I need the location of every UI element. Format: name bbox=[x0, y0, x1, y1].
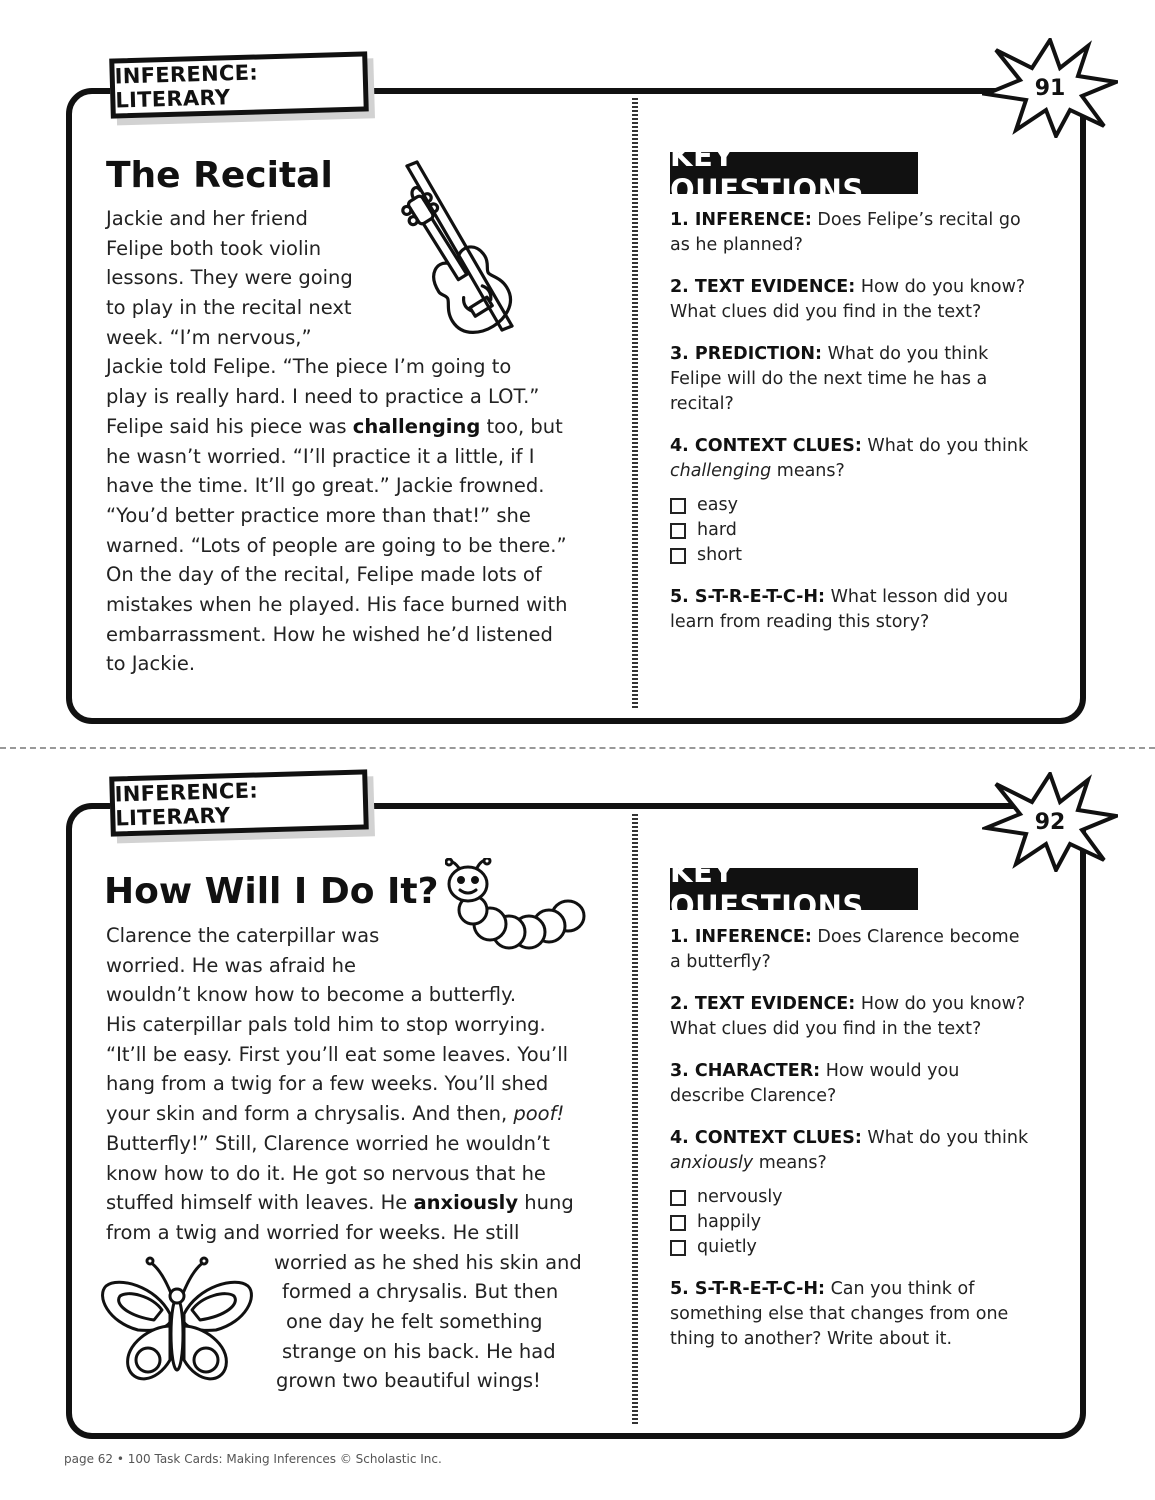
story-line: have the time. It’ll go great.” Jackie frowned. bbox=[106, 474, 545, 498]
option-label: quietly bbox=[697, 1237, 757, 1257]
question-text: Felipe will do the next time he has a bbox=[670, 369, 988, 389]
question-text: Does Felipe’s recital go bbox=[811, 210, 1021, 230]
question-text: means? bbox=[771, 461, 845, 481]
story-line: lessons. They were going bbox=[106, 266, 353, 290]
checkbox[interactable] bbox=[670, 523, 686, 539]
story-line: warned. “Lots of people are going to be there.” bbox=[106, 533, 567, 557]
story-line: His caterpillar pals told him to stop worrying. bbox=[106, 1013, 546, 1037]
question-3 bbox=[670, 342, 1070, 417]
story-line bbox=[106, 1188, 582, 1218]
answer-option[interactable] bbox=[670, 1235, 1070, 1260]
question-text: What clues did you find in the text? bbox=[670, 302, 982, 322]
question-text: How do you know? bbox=[855, 994, 1026, 1014]
vocab-word: anxiously bbox=[670, 1153, 754, 1173]
story-line: Felipe both took violin bbox=[106, 236, 322, 260]
question-label: 4. CONTEXT CLUES: bbox=[670, 1128, 862, 1148]
story-line: “You’d better practice more than that!” she bbox=[106, 503, 531, 527]
option-label: happily bbox=[697, 1212, 762, 1232]
question-text: What clues did you find in the text? bbox=[670, 1019, 982, 1039]
story-line: to play in the recital next bbox=[106, 296, 352, 320]
story-line: strange on his back. He had bbox=[282, 1339, 556, 1363]
question-label: 1. INFERENCE: bbox=[670, 927, 812, 947]
key-questions-header: KEY QUESTIONS bbox=[670, 152, 918, 194]
story-line: hang from a twig for a few weeks. You’ll shed bbox=[106, 1072, 549, 1096]
column-divider bbox=[632, 814, 638, 1426]
question-text: a butterfly? bbox=[670, 952, 771, 972]
question-text: What do you think bbox=[861, 436, 1029, 456]
story-text bbox=[106, 921, 582, 1396]
story-text bbox=[106, 204, 567, 679]
story-line: Jackie told Felipe. “The piece I’m going to bbox=[106, 355, 512, 379]
story-line: formed a chrysalis. But then bbox=[282, 1280, 559, 1304]
story-line: one day he felt something bbox=[286, 1309, 543, 1333]
question-2 bbox=[670, 992, 1070, 1042]
question-label: 5. S-T-R-E-T-C-H: bbox=[670, 1279, 826, 1299]
story-line: embarrassment. How he wished he’d listened bbox=[106, 622, 553, 646]
question-4 bbox=[670, 434, 1070, 568]
emphasis-word: poof! bbox=[513, 1102, 565, 1126]
option-label: nervously bbox=[697, 1187, 783, 1207]
category-tag: INFERENCE: LITERARY bbox=[109, 51, 369, 118]
card-number: 92 bbox=[1034, 809, 1066, 835]
column-divider bbox=[632, 98, 638, 710]
page-footer: page 62 • 100 Task Cards: Making Inferences © Scholastic Inc. bbox=[64, 1452, 442, 1466]
question-text: What do you think bbox=[822, 344, 989, 364]
question-label: 5. S-T-R-E-T-C-H: bbox=[670, 587, 826, 607]
question-5 bbox=[670, 1277, 1070, 1352]
story-title: How Will I Do It? bbox=[104, 871, 439, 912]
story-line: Jackie and her friend bbox=[106, 207, 308, 230]
option-label: easy bbox=[697, 495, 738, 515]
answer-option[interactable] bbox=[670, 518, 1070, 543]
question-label: 3. PREDICTION: bbox=[670, 344, 823, 364]
card-number: 91 bbox=[1034, 75, 1066, 101]
checkbox[interactable] bbox=[670, 1190, 686, 1206]
question-label: 3. CHARACTER: bbox=[670, 1061, 821, 1081]
card-number-burst bbox=[982, 38, 1118, 138]
question-text: means? bbox=[753, 1153, 827, 1173]
story-text-run: Felipe said his piece was bbox=[106, 414, 353, 438]
question-label: 2. TEXT EVIDENCE: bbox=[670, 277, 856, 297]
story-line: wouldn’t know how to become a butterfly. bbox=[106, 983, 517, 1007]
checkbox[interactable] bbox=[670, 1240, 686, 1256]
question-1 bbox=[670, 925, 1070, 975]
story-line: from a twig and worried for weeks. He still bbox=[106, 1220, 520, 1244]
story-line: On the day of the recital, Felipe made lots of bbox=[106, 563, 542, 587]
story-title: The Recital bbox=[106, 155, 333, 196]
question-text: What lesson did you bbox=[825, 587, 1009, 607]
question-4 bbox=[670, 1126, 1070, 1260]
answer-option[interactable] bbox=[670, 1185, 1070, 1210]
story-line: “It’ll be easy. First you’ll eat some leaves. You’ll bbox=[106, 1042, 569, 1066]
story-line: Butterfly!” Still, Clarence worried he wouldn’t bbox=[106, 1131, 550, 1155]
question-text: What do you think bbox=[861, 1128, 1029, 1148]
question-text: describe Clarence? bbox=[670, 1086, 837, 1106]
question-3 bbox=[670, 1059, 1070, 1109]
question-label: 2. TEXT EVIDENCE: bbox=[670, 994, 856, 1014]
checkbox[interactable] bbox=[670, 548, 686, 564]
question-text: learn from reading this story? bbox=[670, 612, 930, 632]
answer-option[interactable] bbox=[670, 493, 1070, 518]
card-number-burst bbox=[982, 772, 1118, 872]
question-text: Can you think of bbox=[825, 1279, 975, 1299]
answer-option[interactable] bbox=[670, 543, 1070, 568]
story-line bbox=[106, 412, 567, 442]
story-line: he wasn’t worried. “I’ll practice it a little, if I bbox=[106, 444, 535, 468]
cut-line bbox=[0, 747, 1155, 749]
question-1 bbox=[670, 208, 1070, 258]
checkbox[interactable] bbox=[670, 1215, 686, 1231]
story-text-run: stuffed himself with leaves. He bbox=[106, 1191, 414, 1215]
story-line: week. “I’m nervous,” bbox=[106, 325, 312, 349]
story-line: to Jackie. bbox=[106, 652, 196, 676]
story-line: play is really hard. I need to practice a LOT.” bbox=[106, 385, 540, 409]
key-questions-header: KEY QUESTIONS bbox=[670, 868, 918, 910]
answer-option[interactable] bbox=[670, 1210, 1070, 1235]
story-line: grown two beautiful wings! bbox=[276, 1369, 541, 1393]
vocab-word: anxiously bbox=[413, 1191, 519, 1215]
story-text-run: too, but bbox=[480, 414, 563, 438]
vocab-word: challenging bbox=[352, 414, 481, 438]
question-text: How do you know? bbox=[855, 277, 1026, 297]
question-text: something else that changes from one bbox=[670, 1304, 1009, 1324]
option-label: hard bbox=[697, 520, 737, 540]
question-label: 1. INFERENCE: bbox=[670, 210, 812, 230]
story-line bbox=[106, 1099, 582, 1129]
question-text: thing to another? Write about it. bbox=[670, 1329, 953, 1349]
story-text-run: your skin and form a chrysalis. And then, bbox=[106, 1102, 514, 1126]
question-5 bbox=[670, 585, 1070, 635]
story-line: Clarence the caterpillar was bbox=[106, 924, 380, 947]
story-line: worried as he shed his skin and bbox=[274, 1250, 582, 1274]
question-text: as he planned? bbox=[670, 235, 803, 255]
category-tag: INFERENCE: LITERARY bbox=[109, 769, 369, 836]
question-label: 4. CONTEXT CLUES: bbox=[670, 436, 862, 456]
checkbox[interactable] bbox=[670, 498, 686, 514]
question-text: Does Clarence become bbox=[811, 927, 1020, 947]
story-text-run: hung bbox=[518, 1191, 574, 1215]
option-label: short bbox=[697, 545, 742, 565]
story-line: mistakes when he played. His face burned with bbox=[106, 592, 568, 616]
story-line: know how to do it. He got so nervous that he bbox=[106, 1161, 546, 1185]
question-text: How would you bbox=[820, 1061, 960, 1081]
story-line: worried. He was afraid he bbox=[106, 953, 357, 977]
vocab-word: challenging bbox=[670, 461, 772, 481]
question-2 bbox=[670, 275, 1070, 325]
question-text: recital? bbox=[670, 394, 734, 414]
